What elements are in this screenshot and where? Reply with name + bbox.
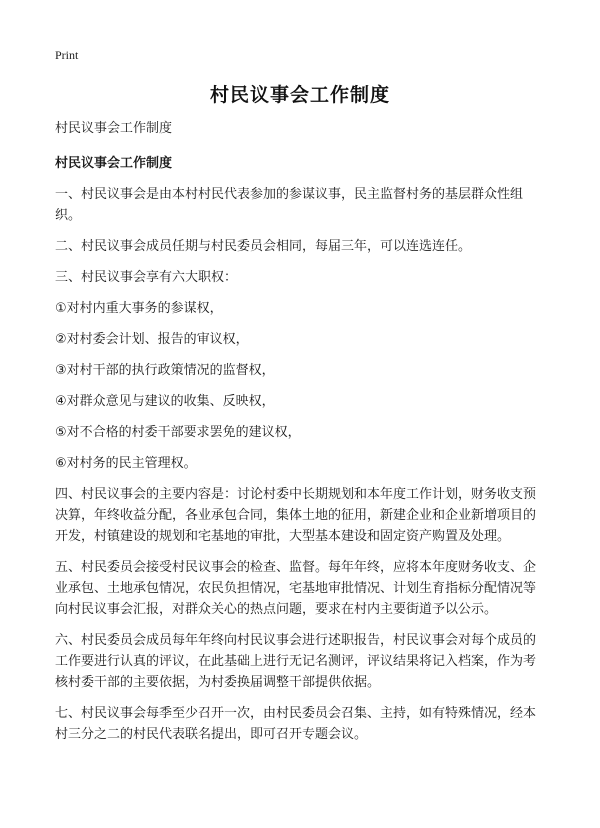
power-item-3: ③对村干部的执行政策情况的监督权，	[55, 363, 275, 378]
paragraph-1: 一、村民议事会是由本村村民代表参加的参谋议事，民主监督村务的基层群众性组织。	[55, 187, 524, 223]
power-item-2: ②对村委会计划、报告的审议权，	[55, 332, 249, 347]
power-item-5: ⑤对不合格的村委干部要求罢免的建议权，	[55, 425, 301, 440]
document-body	[55, 118, 548, 755]
paragraph-3: 三、村民议事会享有六大职权：	[55, 270, 238, 285]
section-heading: 村民议事会工作制度	[55, 156, 173, 171]
paragraph-7: 七、村民议事会每季至少召开一次，由村民委员会召集、主持，如有特殊情况，经本村三分之二的村民代表联名提出，即可召开专题会议。	[55, 706, 537, 742]
document-subtitle: 村民议事会工作制度	[55, 121, 173, 136]
paragraph-4: 四、村民议事会的主要内容是：讨论村委中长期规划和本年度工作计划，财务收支预决算，年终收益分配，各业承包合同，集体土地的征用，新建企业和企业新增项目的开发，村镇建设的规划和宅基地的审批，大型基本建设和固定资产购置及处理。	[55, 487, 537, 544]
paragraph-6: 六、村民委员会成员每年年终向村民议事会进行述职报告，村民议事会对每个成员的工作要进行认真的评议，在此基础上进行无记名测评，评议结果将记入档案，作为考核村委干部的主要依据，为村委换届调整干部提供依据。	[55, 633, 537, 690]
page-title: 村民议事会工作制度	[209, 84, 390, 106]
power-item-4: ④对群众意见与建议的收集、反映权，	[55, 394, 275, 409]
power-item-6: ⑥对村务的民主管理权。	[55, 456, 197, 471]
power-item-1: ①对村内重大事务的参谋权，	[55, 301, 223, 316]
paragraph-5: 五、村民委员会接受村民议事会的检查、监督。每年年终，应将本年度财务收支、企业承包、土地承包情况，农民负担情况，宅基地审批情况、计划生育指标分配情况等向村民议事会汇报，对群众关心的热点问题，要求在村内主要街道予以公示。	[55, 560, 537, 617]
print-label: Print	[55, 48, 79, 62]
paragraph-2: 二、村民议事会成员任期与村民委员会相同，每届三年，可以连选连任。	[55, 239, 472, 254]
